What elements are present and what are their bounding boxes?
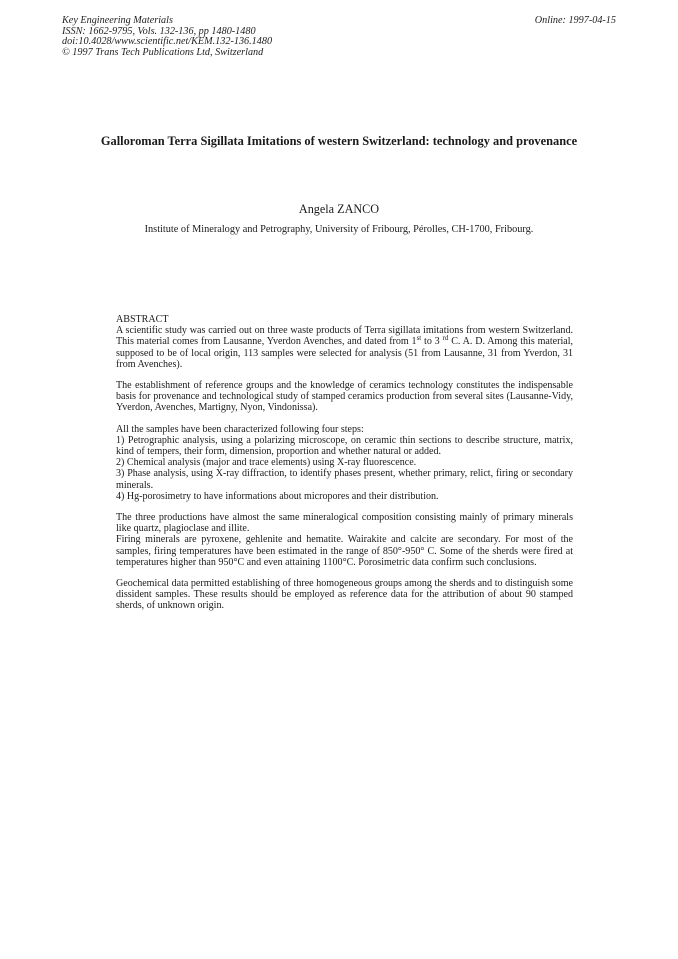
abstract-paragraph-4 bbox=[116, 512, 573, 568]
paper-title: Galloroman Terra Sigillata Imitations of western Switzerland: technology and provenance bbox=[100, 134, 578, 148]
journal-name: Key Engineering Materials bbox=[62, 15, 173, 26]
step-item: 1) Petrographic analysis, using a polarizing microscope, on ceramic thin sections to describe structure, matrix, kind of tempers, their form, dimension, proportion and whether natural or added. bbox=[116, 434, 573, 458]
copyright-line: © 1997 Trans Tech Publications Ltd, Switzerland bbox=[62, 46, 264, 58]
firing-text: Firing minerals are pyroxene, gehlenite and hematite. Wairakite and calcite are secondary. For most of the samples, firing temperatures have been estimated in the range of 850°-950° C. Some of the sherds were fired at temperatures higher than 950°C and even attaining 1100°C. Porosimetric data confirm such conclusions. bbox=[116, 534, 573, 568]
superscript-st: st bbox=[416, 334, 422, 343]
author-affiliation: Institute of Mineralogy and Petrography, University of Fribourg, Pérolles, CH-1700, Fribourg. bbox=[144, 224, 534, 235]
step-item: 3) Phase analysis, using X-ray diffraction, to identify phases present, whether primary, relict, firing or secondary minerals. bbox=[116, 468, 573, 491]
doi-line[interactable]: doi:10.4028/www.scientific.net/KEM.132-136.1480 bbox=[62, 36, 273, 48]
abstract-text-1a: A scientific study was carried out on three waste products of Terra sigillata imitations from western Switzerland. This material comes from Lausanne, Yverdon Avenches, and dated from 1 bbox=[116, 325, 573, 348]
abstract-text-1c: C. A. D. Among this material, supposed to be of local origin, 113 samples were selected for analysis (51 from Lausanne, 31 from Yverdon, 31 from Avenches). bbox=[116, 336, 573, 370]
online-date: Online: 1997-04-15 bbox=[534, 15, 616, 26]
step-item: 4) Hg-porosimetry to have informations about micropores and their distribution. bbox=[116, 490, 439, 502]
issn-line: ISSN: 1662-9795, Vols. 132-136, pp 1480-1480 bbox=[62, 25, 256, 37]
abstract-paragraph-5: Geochemical data permitted establishing of three homogeneous groups among the sherds and to distinguish some dissident samples. These results should be employed as reference data for the attribution of about 90 stamped sherds, of unknown origin. bbox=[116, 578, 573, 612]
mineralogy-text: The three productions have almost the same mineralogical composition consisting mainly of primary minerals like quartz, plagioclase and illite. bbox=[116, 512, 573, 535]
superscript-rd: rd bbox=[442, 334, 449, 343]
author-name: Angela ZANCO bbox=[298, 202, 380, 216]
page-header bbox=[62, 16, 616, 58]
abstract-paragraph-2: The establishment of reference groups and the knowledge of ceramics technology constitutes the indispensable basis for provenance and technological study of stamped ceramics production from several sites (Lausanne-Vidy, Yverdon, Avenches, Martigny, Nyon, Vindonissa). bbox=[116, 380, 573, 414]
steps-intro: All the samples have been characterized following four steps: bbox=[116, 423, 364, 435]
step-item: 2) Chemical analysis (major and trace elements) using X-ray fluorescence. bbox=[116, 457, 417, 469]
citation-block bbox=[62, 16, 616, 58]
abstract-section bbox=[116, 314, 573, 622]
abstract-heading: ABSTRACT bbox=[116, 314, 169, 325]
abstract-paragraph-1 bbox=[116, 314, 573, 370]
abstract-paragraph-3 bbox=[116, 424, 573, 502]
abstract-text-1b: to 3 bbox=[421, 336, 443, 348]
